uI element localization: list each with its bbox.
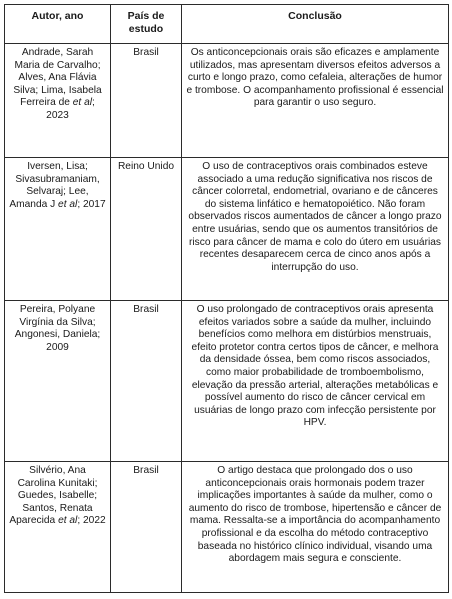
author-cell bbox=[5, 301, 111, 462]
literature-review-table bbox=[4, 4, 449, 593]
table-row bbox=[5, 462, 449, 593]
conclusion-cell: O artigo destaca que prolongado dos o uso anticoncepcionais orais hormonais podem trazer implicações importantes à saúde da mulher, como o aumento do risco de trombose, hipertensão e câncer de mama. Ressalta-se a importância do acompanhamento profissional e da escolha do método contraceptivo baseada no histórico clínico individual, visando uma abordagem mais segura e consciente. bbox=[182, 462, 449, 593]
conclusion-cell: O uso de contraceptivos orais combinados esteve associado a uma redução significativa nos riscos de câncer colorretal, endometrial, ovariano e de cânceres do sistema linfático e hematopoiético. Não foram observados riscos aumentados de câncer a longo prazo entre usuárias, sendo que os aumentos transitórios de risco para câncer de mama e colo do útero em usuárias recentes desaparecem cerca de cinco anos após a interrupção do uso. bbox=[182, 158, 449, 301]
author-cell bbox=[5, 44, 111, 158]
author-year: ; 2022 bbox=[77, 515, 106, 527]
author-text: Silvério, Ana Carolina Kunitaki; Guedes, Isabelle; Santos, Renata Aparecida bbox=[9, 465, 98, 527]
author-cell bbox=[5, 462, 111, 593]
country-cell: Brasil bbox=[111, 44, 182, 158]
table-header-row bbox=[5, 5, 449, 44]
country-cell: Reino Unido bbox=[111, 158, 182, 301]
author-etal: et al bbox=[58, 515, 78, 527]
table-row bbox=[5, 44, 449, 158]
table-row bbox=[5, 158, 449, 301]
header-conclusion: Conclusão bbox=[182, 5, 449, 44]
header-country: País de estudo bbox=[111, 5, 182, 44]
author-etal: et al bbox=[72, 97, 93, 109]
header-author: Autor, ano bbox=[5, 5, 111, 44]
table-row bbox=[5, 301, 449, 462]
author-etal: et al bbox=[58, 198, 78, 210]
author-year: ; 2023 bbox=[46, 97, 95, 121]
author-text: Iversen, Lisa; Sivasubramaniam, Selvaraj; Lee, Amanda J bbox=[9, 161, 100, 210]
author-text: Andrade, Sarah Maria de Carvalho; Alves, Ana Flávia Silva; Lima, Isabela Ferreira de bbox=[13, 47, 102, 109]
country-cell: Brasil bbox=[111, 301, 182, 462]
author-year: ; 2017 bbox=[77, 198, 106, 210]
author-cell bbox=[5, 158, 111, 301]
author-text: Pereira, Polyane Virgínia da Silva; Angonesi, Daniela; 2009 bbox=[14, 304, 101, 353]
conclusion-cell: Os anticoncepcionais orais são eficazes e amplamente utilizados, mas apresentam diversos efeitos adversos a curto e longo prazo, como cefaleia, alterações de humor e trombose. O acompanhamento profissional é essencial para garantir o uso seguro. bbox=[182, 44, 449, 158]
country-cell: Brasil bbox=[111, 462, 182, 593]
conclusion-cell: O uso prolongado de contraceptivos orais apresenta efeitos variados sobre a saúde da mulher, incluindo benefícios como melhora em distúrbios menstruais, efeito protetor contra certos tipos de câncer, e melhora da densidade óssea, bem como riscos associados, como maior probabilidade de tromboembolismo, elevação da pressão arterial, alterações metabólicas e possível aumento do risco de câncer cervical em usuárias de longo prazo com infecção persistente por HPV. bbox=[182, 301, 449, 462]
